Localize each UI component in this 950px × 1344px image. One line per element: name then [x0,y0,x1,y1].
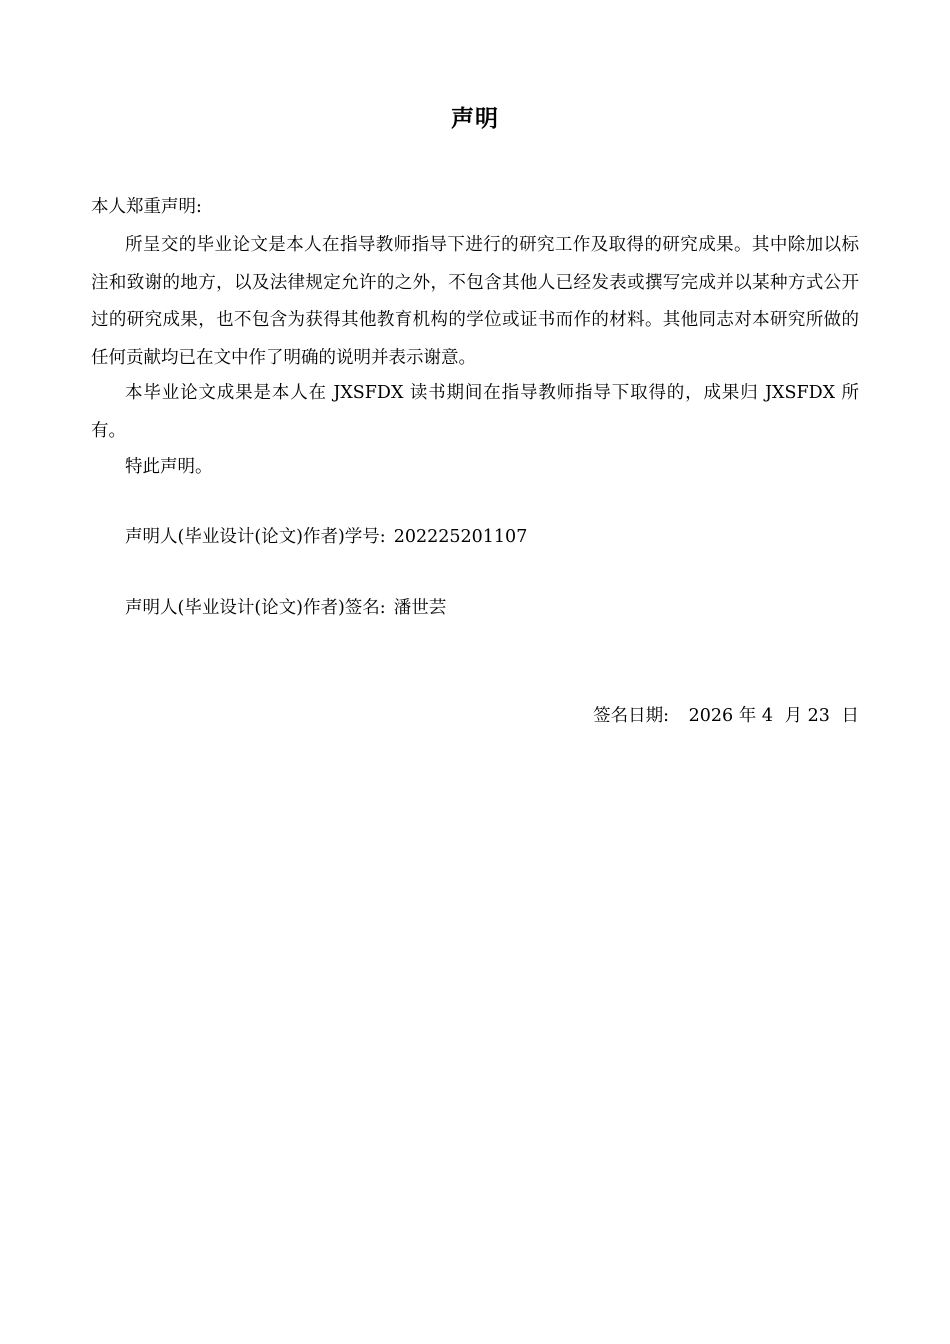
declaration-paragraph-closing: 特此声明。 [125,457,213,477]
date-year: 2026 [688,706,734,726]
declaration-paragraph-ownership: 本毕业论文成果是本人在 JXSFDX 读书期间在指导教师指导下取得的，成果归 JXSFDX 所有。 [91,383,859,441]
declaration-paragraph-originality: 所呈交的毕业论文是本人在指导教师指导下进行的研究工作及取得的研究成果。其中除加以标注和致谢的地方，以及法律规定允许的之外，不包含其他人已经发表或撰写完成并以某种方式公开过的研究成果，也不包含为获得其他教育机构的学位或证书而作的材料。其他同志对本研究所做的任何贡献均已在文中作了明确的说明并表示谢意。 [91,235,859,368]
signature-date [593,698,859,736]
date-day: 23 [807,706,830,726]
intro-line: 本人郑重声明: [91,197,202,217]
date-month: 4 [761,706,773,726]
signature-value: 潘世芸 [393,598,447,618]
signature-label: 声明人(毕业设计(论文)作者)签名: [125,598,386,618]
student-id-label: 声明人(毕业设计(论文)作者)学号: [125,527,386,547]
student-id-value: 202225201107 [393,527,528,547]
signature-field [125,590,446,628]
student-id-field [125,519,527,557]
page-title: 声明 [451,106,499,132]
date-year-unit: 年 [738,706,757,726]
date-label: 签名日期: [593,706,670,726]
date-month-unit: 月 [784,706,803,726]
date-day-unit: 日 [841,706,859,726]
